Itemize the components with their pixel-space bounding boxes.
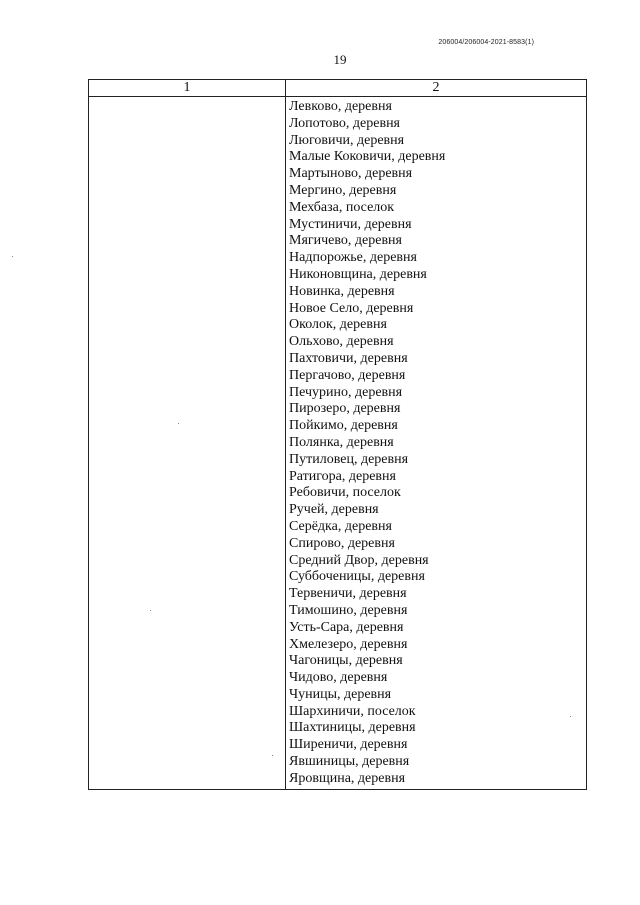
list-item: Печурино, деревня (289, 384, 403, 400)
table-header-row (89, 80, 587, 97)
list-item: Люговичи, деревня (289, 132, 405, 148)
list-item: Лопотово, деревня (289, 115, 400, 131)
list-item: Шахтиницы, деревня (289, 720, 416, 736)
page-number: 19 (333, 52, 347, 67)
list-item: Ручей, деревня (289, 502, 379, 518)
list-item: Ребовичи, поселок (289, 485, 401, 501)
list-item: Яровщина, деревня (289, 770, 406, 786)
list-item: Левково, деревня (289, 99, 392, 114)
column-header-1: 1 (89, 80, 286, 97)
list-item: Шархиничи, поселок (289, 703, 416, 719)
table-body-row (89, 97, 587, 790)
column-2-cell (286, 97, 587, 790)
document-reference-number: 206004/206004-2021-8583(1) (438, 39, 534, 46)
list-item: Серёдка, деревня (289, 518, 392, 534)
settlements-table (88, 79, 587, 790)
list-item: Ширеничи, деревня (289, 737, 408, 753)
list-item: Чидово, деревня (289, 670, 388, 686)
scan-speck (178, 423, 179, 424)
list-item: Явшиницы, деревня (289, 754, 410, 770)
list-item: Новинка, деревня (289, 283, 395, 299)
list-item: Чуницы, деревня (289, 686, 392, 702)
list-item: Усть-Сара, деревня (289, 619, 404, 635)
list-item: Пойкимо, деревня (289, 418, 398, 434)
list-item: Пергачово, деревня (289, 367, 406, 383)
list-item: Пирозеро, деревня (289, 401, 401, 417)
list-item: Полянка, деревня (289, 434, 394, 450)
list-item: Чагоницы, деревня (289, 653, 403, 669)
column-header-2: 2 (286, 80, 587, 97)
list-item: Мартыново, деревня (289, 166, 413, 182)
list-item: Никоновщина, деревня (289, 266, 427, 282)
list-item: Мергино, деревня (289, 182, 397, 198)
list-item: Надпорожье, деревня (289, 250, 417, 266)
scan-speck (272, 755, 273, 756)
scan-speck (12, 256, 13, 257)
list-item: Малые Коковичи, деревня (289, 149, 446, 165)
list-item: Суббоченицы, деревня (289, 569, 425, 585)
list-item: Ольхово, деревня (289, 334, 394, 350)
list-item: Хмелезеро, деревня (289, 636, 408, 652)
scan-speck (150, 610, 151, 611)
column-1-cell (89, 97, 286, 790)
list-item: Пахтовичи, деревня (289, 350, 408, 366)
list-item: Мехбаза, поселок (289, 199, 395, 215)
settlement-list (286, 97, 586, 789)
scan-speck (570, 716, 571, 717)
list-item: Околок, деревня (289, 317, 387, 333)
list-item: Средний Двор, деревня (289, 552, 429, 568)
list-item: Спирово, деревня (289, 535, 395, 551)
list-item: Тимошино, деревня (289, 602, 408, 618)
list-item: Новое Село, деревня (289, 300, 414, 316)
list-item: Путиловец, деревня (289, 451, 409, 467)
list-item: Ратигора, деревня (289, 468, 396, 484)
list-item: Мустиничи, деревня (289, 216, 412, 232)
list-item: Тервеничи, деревня (289, 586, 407, 602)
list-item: Мягичево, деревня (289, 233, 402, 249)
